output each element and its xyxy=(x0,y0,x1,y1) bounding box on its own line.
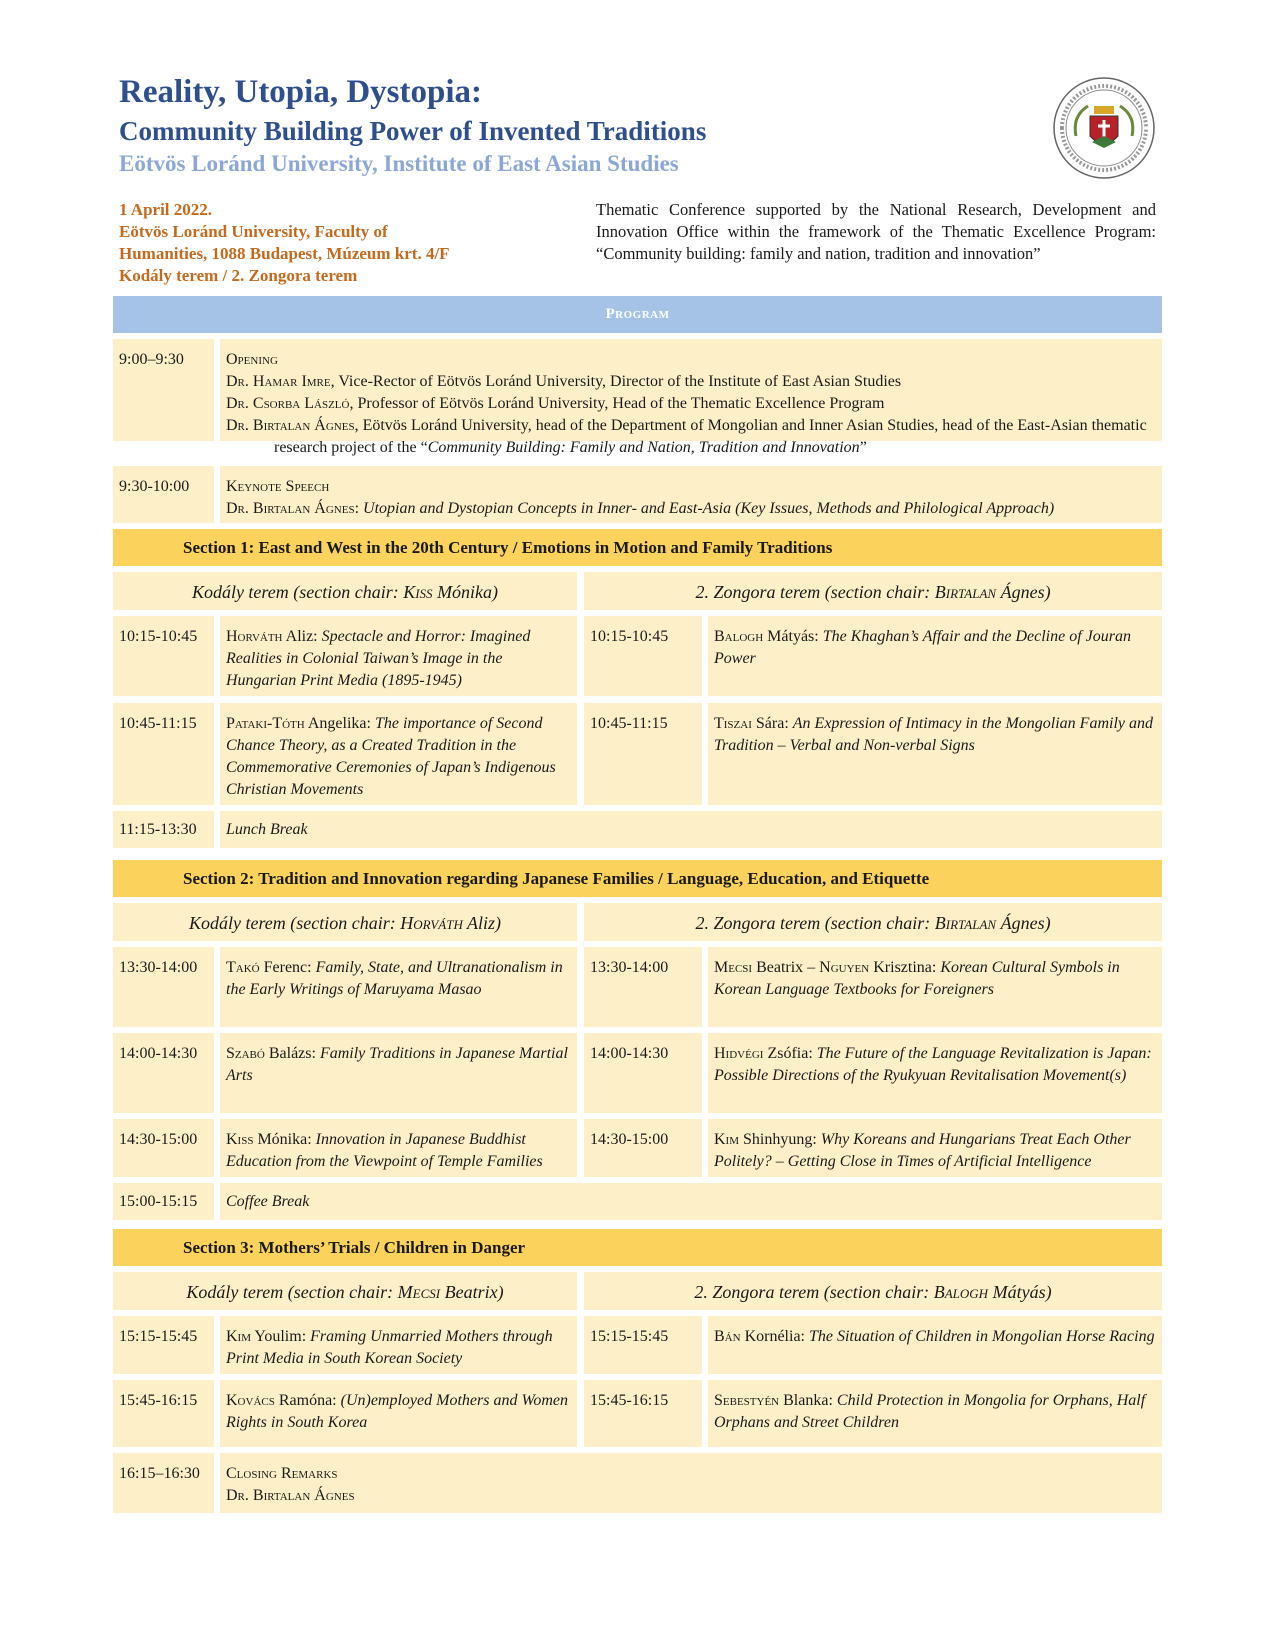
university-seal-icon xyxy=(1052,76,1156,180)
room-label: 2. Zongora terem (section chair: xyxy=(695,913,935,933)
presenter-first: Balázs: xyxy=(264,1045,320,1062)
presenter-surname: Kiss xyxy=(226,1131,254,1148)
presenter-first: Ramóna: xyxy=(274,1392,341,1409)
speaker-name: Dr. Hamar Imre xyxy=(226,373,331,390)
keynote-time-cell xyxy=(113,466,214,523)
talk-title: Korean Cultural Symbols in Korean Language Textbooks for Foreigners xyxy=(714,959,1120,998)
talk-cell xyxy=(220,1119,577,1177)
chair-first: Mátyás) xyxy=(988,1282,1052,1302)
talk-cell xyxy=(220,1380,577,1447)
session-time-cell xyxy=(584,703,702,805)
speaker-role: , Eötvös Loránd University, head of the Department of Mongolian and Inner Asian Studies, head of the East-Asian thematic research project of the “ xyxy=(274,417,1147,456)
break-time: 11:15-13:30 xyxy=(119,821,197,838)
venue-address: Humanities, 1088 Budapest, Múzeum krt. 4/F xyxy=(119,244,450,263)
conference-date: 1 April 2022. xyxy=(119,200,213,219)
presenter-first: Angelika: xyxy=(304,715,375,732)
conference-subtitle: Community Building Power of Invented Traditions xyxy=(119,116,707,146)
presenter-surname: Balogh xyxy=(714,628,764,645)
section-1-title: Section 1: East and West in the 20th Century / Emotions in Motion and Family Traditions xyxy=(113,529,1162,566)
closing-cell xyxy=(220,1453,1162,1513)
talk-title: The Situation of Children in Mongolian Horse Racing xyxy=(808,1328,1155,1345)
chair-first: Ágnes) xyxy=(996,913,1051,933)
session-time: 10:45-11:15 xyxy=(119,715,197,732)
talk-cell xyxy=(708,1380,1162,1447)
talk-cell xyxy=(220,947,577,1027)
presenter-surname: Takó xyxy=(226,959,260,976)
speaker-role: , Professor of Eötvös Loránd University, Head of the Thematic Excellence Program xyxy=(349,395,885,412)
opening-time: 9:00–9:30 xyxy=(119,351,184,368)
session-time: 15:15-15:45 xyxy=(590,1328,669,1345)
closing-time-cell xyxy=(113,1453,214,1513)
talk-title: Family, State, and Ultranationalism in the Early Writings of Maruyama Masao xyxy=(226,959,563,998)
conference-title: Reality, Utopia, Dystopia: xyxy=(119,74,482,110)
conference-description: Thematic Conference supported by the National Research, Development and Innovation Office within the framework of the Thematic Excellence Program: “Community building: family and nation, tradition and innovation” xyxy=(596,200,1156,263)
program-heading: Program xyxy=(113,296,1162,333)
section-1-room-right xyxy=(584,572,1162,610)
talk-cell xyxy=(708,616,1162,696)
session-time: 13:30-14:00 xyxy=(119,959,198,976)
presenter-first: Beatrix – xyxy=(752,959,820,976)
presenter-surname: Kovács xyxy=(226,1392,275,1409)
talk-title: An Expression of Intimacy in the Mongolian Family and Tradition – Verbal and Non-verbal Signs xyxy=(714,715,1153,754)
chair-first: Mónika) xyxy=(432,582,499,602)
presenter-first: Mónika: xyxy=(253,1131,316,1148)
talk-title: Innovation in Japanese Buddhist Education from the Viewpoint of Temple Families xyxy=(226,1131,543,1170)
talk-cell xyxy=(708,1316,1162,1374)
presenter-surname: Hidvégi xyxy=(714,1045,764,1062)
talk-cell xyxy=(220,616,577,696)
closing-heading: Closing Remarks xyxy=(226,1465,338,1482)
talk-cell xyxy=(220,1316,577,1374)
session-time: 10:45-11:15 xyxy=(590,715,668,732)
session-time-cell xyxy=(113,947,214,1027)
session-time-cell xyxy=(113,616,214,696)
presenter-surname: Szabó xyxy=(226,1045,265,1062)
keynote-cell xyxy=(220,466,1162,523)
presenter-surname: Nguyen xyxy=(819,959,870,976)
session-time: 14:30-15:00 xyxy=(590,1131,669,1148)
keynote-heading: Keynote Speech xyxy=(226,478,330,495)
room-label: 2. Zongora terem (section chair: xyxy=(695,582,935,602)
talk-title: The Khaghan’s Affair and the Decline of Jouran Power xyxy=(714,628,1131,667)
chair-name: Balogh xyxy=(933,1282,989,1302)
session-time-cell xyxy=(113,703,214,805)
section-2-room-right xyxy=(584,903,1162,941)
presenter-surname: Kim xyxy=(226,1328,251,1345)
room-label: 2. Zongora terem (section chair: xyxy=(694,1282,934,1302)
chair-first: Ágnes) xyxy=(996,582,1051,602)
keynote-speaker: Dr. Birtalan Ágnes xyxy=(226,500,355,517)
institution-name: Eötvös Loránd University, Institute of East Asian Studies xyxy=(119,151,679,176)
keynote-time: 9:30-10:00 xyxy=(119,478,190,495)
session-time: 14:00-14:30 xyxy=(119,1045,198,1062)
presenter-surname: Pataki-Tóth xyxy=(226,715,305,732)
presenter-surname: Bán xyxy=(714,1328,741,1345)
session-time: 10:15-10:45 xyxy=(590,628,669,645)
lunch-break-label: Lunch Break xyxy=(226,821,308,838)
quote-mark: ” xyxy=(859,439,867,456)
presenter-first: Zsófia: xyxy=(763,1045,817,1062)
project-title: Community Building: Family and Nation, Tradition and Innovation xyxy=(427,439,860,456)
session-time: 15:45-16:15 xyxy=(119,1392,198,1409)
break-time: 15:00-15:15 xyxy=(119,1193,198,1210)
session-time: 14:00-14:30 xyxy=(590,1045,669,1062)
presenter-surname: Horváth xyxy=(226,628,283,645)
chair-name: Mecsi xyxy=(397,1282,441,1302)
talk-title: Why Koreans and Hungarians Treat Each Other Politely? – Getting Close in Times of Artificial Intelligence xyxy=(714,1131,1131,1170)
talk-cell xyxy=(708,947,1162,1027)
chair-first: Beatrix) xyxy=(440,1282,504,1302)
session-time: 14:30-15:00 xyxy=(119,1131,198,1148)
session-time-cell xyxy=(113,1316,214,1374)
room-label: Kodály terem (section chair: xyxy=(186,1282,398,1302)
session-time-cell xyxy=(584,616,702,696)
separator: : xyxy=(354,500,364,517)
break-time-cell xyxy=(113,811,214,848)
talk-cell xyxy=(220,1033,577,1113)
closing-speaker: Dr. Birtalan Ágnes xyxy=(226,1487,355,1504)
talk-cell xyxy=(708,703,1162,805)
speaker-role: , Vice-Rector of Eötvös Loránd University, Director of the Institute of East Asian Studies xyxy=(330,373,902,390)
session-time-cell xyxy=(584,947,702,1027)
section-2-room-left xyxy=(113,903,577,941)
presenter-surname: Sebestyén xyxy=(714,1392,780,1409)
session-time: 10:15-10:45 xyxy=(119,628,198,645)
talk-cell xyxy=(708,1119,1162,1177)
opening-cell xyxy=(220,339,1162,456)
session-time-cell xyxy=(584,1033,702,1113)
talk-title: Spectacle and Horror: Imagined Realities in Colonial Taiwan’s Image in the Hungarian Print Media (1895-1945) xyxy=(226,628,531,689)
venue-rooms: Kodály terem / 2. Zongora terem xyxy=(119,266,358,285)
talk-title: Family Traditions in Japanese Martial Arts xyxy=(226,1045,568,1084)
session-time-cell xyxy=(113,1380,214,1447)
session-time-cell xyxy=(113,1119,214,1177)
chair-name: Kiss xyxy=(403,582,433,602)
section-2-title: Section 2: Tradition and Innovation regarding Japanese Families / Language, Education, and Etiquette xyxy=(113,860,1162,897)
chair-name: Birtalan xyxy=(934,913,997,933)
room-label: Kodály terem (section chair: xyxy=(188,913,401,933)
session-time-cell xyxy=(584,1380,702,1447)
section-3-room-right xyxy=(584,1272,1162,1310)
talk-title: The Future of the Language Revitalization is Japan: Possible Directions of the Ryukyuan Revitalisation Movement(s) xyxy=(714,1045,1152,1084)
presenter-first: Ferenc: xyxy=(259,959,316,976)
session-time: 15:15-15:45 xyxy=(119,1328,198,1345)
talk-title: Child Protection in Mongolia for Orphans, Half Orphans and Street Children xyxy=(714,1392,1146,1431)
break-cell xyxy=(220,1183,1162,1220)
presenter-first: Sára: xyxy=(751,715,793,732)
talk-title: Framing Unmarried Mothers through Print Media in South Korean Society xyxy=(226,1328,553,1367)
venue-line: Eötvös Loránd University, Faculty of xyxy=(119,222,388,241)
chair-name: Birtalan xyxy=(934,582,997,602)
session-time-cell xyxy=(584,1316,702,1374)
section-3-room-left xyxy=(113,1272,577,1310)
talk-title: The importance of Second Chance Theory, as a Created Tradition in the Commemorative Ceremonies of Japan’s Indigenous Christian Movements xyxy=(226,715,556,798)
talk-cell xyxy=(708,1033,1162,1113)
speaker-name: Dr. Birtalan Ágnes xyxy=(226,417,355,434)
opening-heading: Opening xyxy=(226,351,278,368)
presenter-first: Youlim: xyxy=(251,1328,311,1345)
venue-info xyxy=(119,199,529,287)
presenter-first: Mátyás: xyxy=(763,628,823,645)
session-time: 15:45-16:15 xyxy=(590,1392,669,1409)
session-time-cell xyxy=(584,1119,702,1177)
presenter-first: Blanka: xyxy=(779,1392,837,1409)
break-cell xyxy=(220,811,1162,848)
section-3-title: Section 3: Mothers’ Trials / Children in Danger xyxy=(113,1229,1162,1266)
chair-first: Aliz) xyxy=(462,913,502,933)
speaker-name: Dr. Csorba László xyxy=(226,395,350,412)
chair-name: Horváth xyxy=(400,913,463,933)
talk-cell xyxy=(220,703,577,805)
presenter-first: Aliz: xyxy=(282,628,322,645)
session-time-cell xyxy=(113,1033,214,1113)
session-time: 13:30-14:00 xyxy=(590,959,669,976)
break-time-cell xyxy=(113,1183,214,1220)
presenter-first: Kornélia: xyxy=(740,1328,809,1345)
presenter-surname: Kim xyxy=(714,1131,739,1148)
coffee-break-label: Coffee Break xyxy=(226,1193,310,1210)
section-1-room-left xyxy=(113,572,577,610)
presenter-surname: Mecsi xyxy=(714,959,753,976)
opening-time-cell xyxy=(113,339,214,441)
talk-title: (Un)employed Mothers and Women Rights in South Korea xyxy=(226,1392,568,1431)
presenter-surname: Tiszai xyxy=(714,715,752,732)
room-label: Kodály terem (section chair: xyxy=(191,582,404,602)
keynote-title: Utopian and Dystopian Concepts in Inner- and East-Asia (Key Issues, Methods and Philological Approach) xyxy=(363,500,1055,517)
closing-time: 16:15–16:30 xyxy=(119,1465,200,1482)
presenter-first: Shinhyung: xyxy=(739,1131,821,1148)
presenter-first: Krisztina: xyxy=(869,959,941,976)
